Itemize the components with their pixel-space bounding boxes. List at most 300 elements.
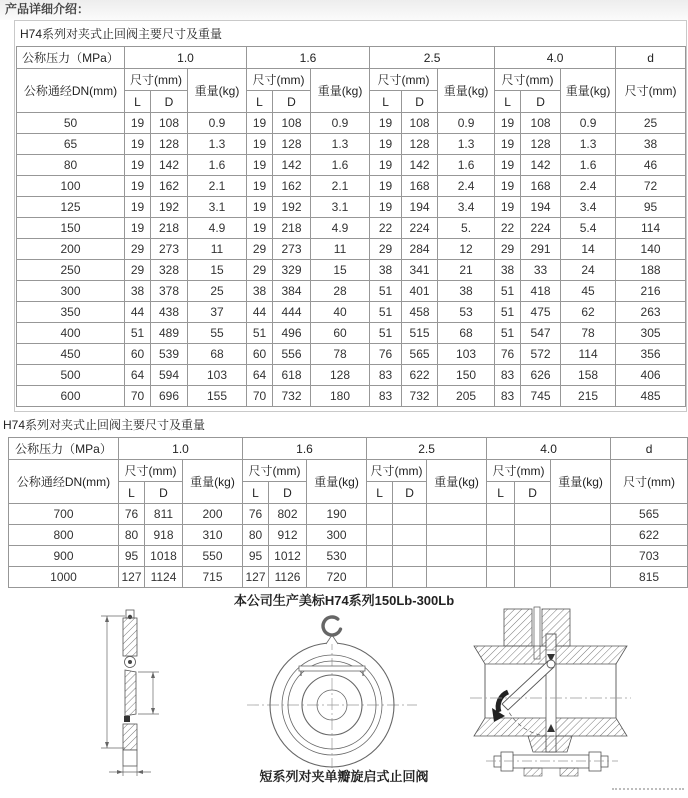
value-cell: 162 [151, 176, 188, 197]
dn-cell: 250 [17, 260, 125, 281]
value-cell: 64 [247, 365, 273, 386]
col-d: D [145, 482, 183, 504]
value-cell: 19 [247, 176, 273, 197]
value-cell: 68 [188, 344, 247, 365]
value-cell: 95 [243, 546, 269, 567]
weight-label: 重量(kg) [561, 69, 616, 113]
value-cell: 83 [495, 365, 521, 386]
value-cell: 128 [402, 134, 438, 155]
value-cell: 15 [188, 260, 247, 281]
value-cell: 29 [247, 260, 273, 281]
value-cell: 19 [125, 134, 151, 155]
value-cell: 29 [125, 260, 151, 281]
value-cell: 1.6 [438, 155, 495, 176]
value-cell: 696 [151, 386, 188, 407]
value-cell: 815 [611, 567, 688, 588]
value-cell: 310 [183, 525, 243, 546]
value-cell: 190 [307, 504, 367, 525]
value-cell: 22 [370, 218, 402, 239]
value-cell: 263 [616, 302, 686, 323]
value-cell: 5.4 [561, 218, 616, 239]
value-cell: 168 [402, 176, 438, 197]
value-cell: 114 [561, 344, 616, 365]
value-cell: 22 [495, 218, 521, 239]
weight-label: 重量(kg) [438, 69, 495, 113]
value-cell: 328 [151, 260, 188, 281]
value-cell: 291 [521, 239, 561, 260]
value-cell: 0.9 [438, 113, 495, 134]
value-cell: 128 [273, 134, 311, 155]
value-cell: 150 [438, 365, 495, 386]
value-cell: 19 [125, 113, 151, 134]
table-row [17, 302, 686, 323]
value-cell: 329 [273, 260, 311, 281]
dn-cell: 450 [17, 344, 125, 365]
table-row [17, 218, 686, 239]
dn-label: 公称通经DN(mm) [17, 69, 125, 113]
value-cell: 622 [611, 525, 688, 546]
dn-cell: 1000 [9, 567, 119, 588]
value-cell: 556 [273, 344, 311, 365]
value-cell [393, 567, 427, 588]
value-cell [427, 546, 487, 567]
value-cell: 284 [402, 239, 438, 260]
table-row [17, 323, 686, 344]
value-cell: 108 [273, 113, 311, 134]
value-cell: 19 [247, 134, 273, 155]
value-cell [487, 504, 515, 525]
value-cell: 19 [495, 134, 521, 155]
size-label: 尺寸(mm) [247, 69, 311, 91]
weight-label: 重量(kg) [551, 460, 611, 504]
pressure-4-0: 4.0 [495, 47, 616, 69]
value-cell: 155 [188, 386, 247, 407]
value-cell: 46 [616, 155, 686, 176]
value-cell: 3.4 [561, 197, 616, 218]
value-cell: 83 [370, 365, 402, 386]
table-row [17, 281, 686, 302]
value-cell: 162 [273, 176, 311, 197]
value-cell: 2.4 [438, 176, 495, 197]
value-cell: 19 [370, 176, 402, 197]
value-cell: 142 [521, 155, 561, 176]
value-cell: 103 [188, 365, 247, 386]
value-cell [393, 546, 427, 567]
value-cell: 378 [151, 281, 188, 302]
value-cell: 21 [438, 260, 495, 281]
value-cell: 19 [247, 113, 273, 134]
value-cell: 1.3 [561, 134, 616, 155]
value-cell: 5. [438, 218, 495, 239]
col-d: D [393, 482, 427, 504]
value-cell: 24 [561, 260, 616, 281]
value-cell: 811 [145, 504, 183, 525]
value-cell: 2.1 [188, 176, 247, 197]
col-l: L [119, 482, 145, 504]
value-cell: 305 [616, 323, 686, 344]
value-cell: 28 [311, 281, 370, 302]
value-cell: 11 [311, 239, 370, 260]
value-cell: 715 [183, 567, 243, 588]
value-cell: 25 [616, 113, 686, 134]
col-d: D [269, 482, 307, 504]
value-cell: 127 [119, 567, 145, 588]
value-cell: 438 [151, 302, 188, 323]
d-size-label: 尺寸(mm) [611, 460, 688, 504]
value-cell [367, 567, 393, 588]
value-cell: 912 [269, 525, 307, 546]
value-cell: 51 [370, 323, 402, 344]
value-cell: 341 [402, 260, 438, 281]
value-cell: 515 [402, 323, 438, 344]
value-cell: 53 [438, 302, 495, 323]
value-cell: 51 [495, 281, 521, 302]
front-view-drawing-icon [243, 610, 421, 770]
value-cell: 530 [307, 546, 367, 567]
value-cell: 550 [183, 546, 243, 567]
weight-label: 重量(kg) [307, 460, 367, 504]
value-cell: 19 [370, 134, 402, 155]
value-cell: 51 [125, 323, 151, 344]
value-cell: 565 [402, 344, 438, 365]
value-cell: 205 [438, 386, 495, 407]
value-cell [515, 567, 551, 588]
value-cell: 38 [616, 134, 686, 155]
value-cell: 51 [370, 302, 402, 323]
value-cell: 384 [273, 281, 311, 302]
value-cell [393, 504, 427, 525]
table-row [17, 239, 686, 260]
value-cell [551, 525, 611, 546]
value-cell: 40 [311, 302, 370, 323]
value-cell: 38 [438, 281, 495, 302]
value-cell [367, 504, 393, 525]
value-cell: 51 [247, 323, 273, 344]
value-cell: 128 [521, 134, 561, 155]
dn-label: 公称通经DN(mm) [9, 460, 119, 504]
value-cell: 194 [521, 197, 561, 218]
value-cell: 703 [611, 546, 688, 567]
value-cell: 2.1 [311, 176, 370, 197]
value-cell: 1012 [269, 546, 307, 567]
value-cell: 401 [402, 281, 438, 302]
value-cell: 2.4 [561, 176, 616, 197]
table-row [17, 134, 686, 155]
value-cell: 127 [243, 567, 269, 588]
pressure-label: 公称压力（MPa） [17, 47, 125, 69]
value-cell: 83 [495, 386, 521, 407]
table-row [9, 567, 688, 588]
value-cell: 76 [370, 344, 402, 365]
value-cell: 78 [561, 323, 616, 344]
value-cell: 594 [151, 365, 188, 386]
size-label: 尺寸(mm) [243, 460, 307, 482]
value-cell: 33 [521, 260, 561, 281]
value-cell [427, 567, 487, 588]
value-cell: 19 [495, 197, 521, 218]
table-row [17, 344, 686, 365]
value-cell: 720 [307, 567, 367, 588]
assembly-section-drawing-icon [468, 606, 633, 778]
value-cell: 68 [438, 323, 495, 344]
col-d: D [402, 91, 438, 113]
value-cell: 180 [311, 386, 370, 407]
value-cell: 44 [125, 302, 151, 323]
value-cell [551, 567, 611, 588]
col-l: L [367, 482, 393, 504]
value-cell: 76 [243, 504, 269, 525]
value-cell: 458 [402, 302, 438, 323]
value-cell [393, 525, 427, 546]
value-cell: 158 [561, 365, 616, 386]
value-cell: 918 [145, 525, 183, 546]
value-cell: 3.4 [438, 197, 495, 218]
value-cell: 745 [521, 386, 561, 407]
table-row [17, 386, 686, 407]
header-row-size [17, 69, 686, 91]
value-cell: 3.1 [188, 197, 247, 218]
side-section-drawing-icon [95, 608, 175, 780]
value-cell: 60 [311, 323, 370, 344]
value-cell: 78 [311, 344, 370, 365]
value-cell: 70 [247, 386, 273, 407]
value-cell: 572 [521, 344, 561, 365]
value-cell: 19 [370, 197, 402, 218]
value-cell: 142 [151, 155, 188, 176]
value-cell: 95 [119, 546, 145, 567]
drawings-section [0, 588, 688, 798]
value-cell: 418 [521, 281, 561, 302]
value-cell: 29 [247, 239, 273, 260]
value-cell [487, 567, 515, 588]
weight-label: 重量(kg) [427, 460, 487, 504]
value-cell: 19 [125, 218, 151, 239]
value-cell: 108 [521, 113, 561, 134]
pressure-1-0: 1.0 [125, 47, 247, 69]
value-cell: 19 [370, 113, 402, 134]
table-row [9, 504, 688, 525]
value-cell: 38 [495, 260, 521, 281]
spec-section-2 [0, 413, 688, 588]
short-series-caption: 短系列对夹单瓣旋启式止回阀 [259, 769, 429, 784]
table-row [17, 113, 686, 134]
value-cell: 15 [311, 260, 370, 281]
value-cell: 200 [183, 504, 243, 525]
dn-cell: 500 [17, 365, 125, 386]
value-cell: 140 [616, 239, 686, 260]
pressure-1-6: 1.6 [243, 438, 367, 460]
value-cell: 19 [125, 176, 151, 197]
value-cell: 37 [188, 302, 247, 323]
dn-cell: 300 [17, 281, 125, 302]
size-label: 尺寸(mm) [370, 69, 438, 91]
value-cell: 1.3 [188, 134, 247, 155]
value-cell: 1124 [145, 567, 183, 588]
value-cell: 83 [370, 386, 402, 407]
value-cell: 356 [616, 344, 686, 365]
value-cell [367, 525, 393, 546]
value-cell [515, 546, 551, 567]
value-cell: 547 [521, 323, 561, 344]
dn-cell: 800 [9, 525, 119, 546]
col-d: D [151, 91, 188, 113]
dn-cell: 400 [17, 323, 125, 344]
table-row [17, 155, 686, 176]
value-cell: 218 [151, 218, 188, 239]
value-cell [551, 546, 611, 567]
value-cell: 38 [247, 281, 273, 302]
value-cell: 19 [247, 155, 273, 176]
value-cell: 19 [125, 155, 151, 176]
value-cell: 1.3 [438, 134, 495, 155]
size-label: 尺寸(mm) [487, 460, 551, 482]
value-cell: 618 [273, 365, 311, 386]
value-cell: 0.9 [188, 113, 247, 134]
table1-title: H74系列对夹式止回阀主要尺寸及重量 [20, 27, 223, 41]
weight-label: 重量(kg) [183, 460, 243, 504]
value-cell [427, 525, 487, 546]
value-cell: 19 [125, 197, 151, 218]
value-cell: 60 [125, 344, 151, 365]
value-cell: 51 [370, 281, 402, 302]
value-cell: 485 [616, 386, 686, 407]
value-cell: 44 [247, 302, 273, 323]
value-cell: 224 [521, 218, 561, 239]
pressure-2-5: 2.5 [370, 47, 495, 69]
value-cell: 80 [119, 525, 145, 546]
dimensions-table-2 [8, 437, 688, 588]
value-cell: 496 [273, 323, 311, 344]
value-cell: 72 [616, 176, 686, 197]
value-cell: 108 [151, 113, 188, 134]
value-cell: 55 [188, 323, 247, 344]
size-label: 尺寸(mm) [119, 460, 183, 482]
value-cell: 19 [370, 155, 402, 176]
pressure-label: 公称压力（MPa） [9, 438, 119, 460]
american-series-title: 本公司生产美标H74系列150Lb-300Lb [233, 593, 455, 608]
value-cell [367, 546, 393, 567]
value-cell: 1126 [269, 567, 307, 588]
value-cell [515, 525, 551, 546]
value-cell: 29 [370, 239, 402, 260]
value-cell: 622 [402, 365, 438, 386]
value-cell: 80 [243, 525, 269, 546]
value-cell: 128 [151, 134, 188, 155]
value-cell [487, 546, 515, 567]
col-d: D [521, 91, 561, 113]
value-cell: 19 [495, 155, 521, 176]
col-l: L [125, 91, 151, 113]
value-cell: 626 [521, 365, 561, 386]
col-l: L [487, 482, 515, 504]
value-cell: 1.6 [561, 155, 616, 176]
value-cell: 1018 [145, 546, 183, 567]
value-cell: 38 [125, 281, 151, 302]
pressure-4-0: 4.0 [487, 438, 611, 460]
header-row-pressure [17, 47, 686, 69]
dn-cell: 900 [9, 546, 119, 567]
value-cell: 732 [273, 386, 311, 407]
page-edge-dots [612, 788, 684, 790]
value-cell: 51 [495, 302, 521, 323]
value-cell: 108 [402, 113, 438, 134]
value-cell: 19 [247, 197, 273, 218]
weight-label: 重量(kg) [188, 69, 247, 113]
value-cell: 142 [402, 155, 438, 176]
value-cell: 76 [495, 344, 521, 365]
table-row [9, 546, 688, 567]
table-row [17, 197, 686, 218]
pressure-1-0: 1.0 [119, 438, 243, 460]
col-l: L [243, 482, 269, 504]
value-cell: 273 [151, 239, 188, 260]
value-cell: 76 [119, 504, 145, 525]
value-cell: 142 [273, 155, 311, 176]
weight-label: 重量(kg) [311, 69, 370, 113]
value-cell [551, 504, 611, 525]
d-size-label: 尺寸(mm) [616, 69, 686, 113]
value-cell: 70 [125, 386, 151, 407]
col-d: D [515, 482, 551, 504]
value-cell: 103 [438, 344, 495, 365]
dn-cell: 350 [17, 302, 125, 323]
col-l: L [247, 91, 273, 113]
value-cell: 539 [151, 344, 188, 365]
value-cell: 114 [616, 218, 686, 239]
pressure-2-5: 2.5 [367, 438, 487, 460]
value-cell: 0.9 [561, 113, 616, 134]
value-cell: 565 [611, 504, 688, 525]
value-cell: 188 [616, 260, 686, 281]
dn-cell: 125 [17, 197, 125, 218]
dn-cell: 200 [17, 239, 125, 260]
value-cell: 444 [273, 302, 311, 323]
value-cell: 19 [495, 113, 521, 134]
dn-cell: 150 [17, 218, 125, 239]
value-cell: 802 [269, 504, 307, 525]
value-cell: 3.1 [311, 197, 370, 218]
dn-cell: 80 [17, 155, 125, 176]
value-cell: 19 [247, 218, 273, 239]
value-cell: 29 [495, 239, 521, 260]
value-cell: 168 [521, 176, 561, 197]
page-header [0, 0, 688, 20]
value-cell: 128 [311, 365, 370, 386]
value-cell [487, 525, 515, 546]
value-cell: 300 [307, 525, 367, 546]
value-cell: 25 [188, 281, 247, 302]
header-row-size [9, 460, 688, 482]
col-d: D [273, 91, 311, 113]
d-column-label: d [616, 47, 686, 69]
table-row [17, 260, 686, 281]
value-cell: 216 [616, 281, 686, 302]
value-cell: 12 [438, 239, 495, 260]
value-cell: 4.9 [188, 218, 247, 239]
size-label: 尺寸(mm) [367, 460, 427, 482]
table-row [9, 525, 688, 546]
value-cell: 4.9 [311, 218, 370, 239]
dn-cell: 50 [17, 113, 125, 134]
dn-cell: 700 [9, 504, 119, 525]
value-cell: 0.9 [311, 113, 370, 134]
value-cell: 215 [561, 386, 616, 407]
size-label: 尺寸(mm) [125, 69, 188, 91]
dn-cell: 600 [17, 386, 125, 407]
table2-title: H74系列对夹式止回阀主要尺寸及重量 [3, 418, 206, 432]
value-cell: 29 [125, 239, 151, 260]
value-cell: 1.6 [188, 155, 247, 176]
